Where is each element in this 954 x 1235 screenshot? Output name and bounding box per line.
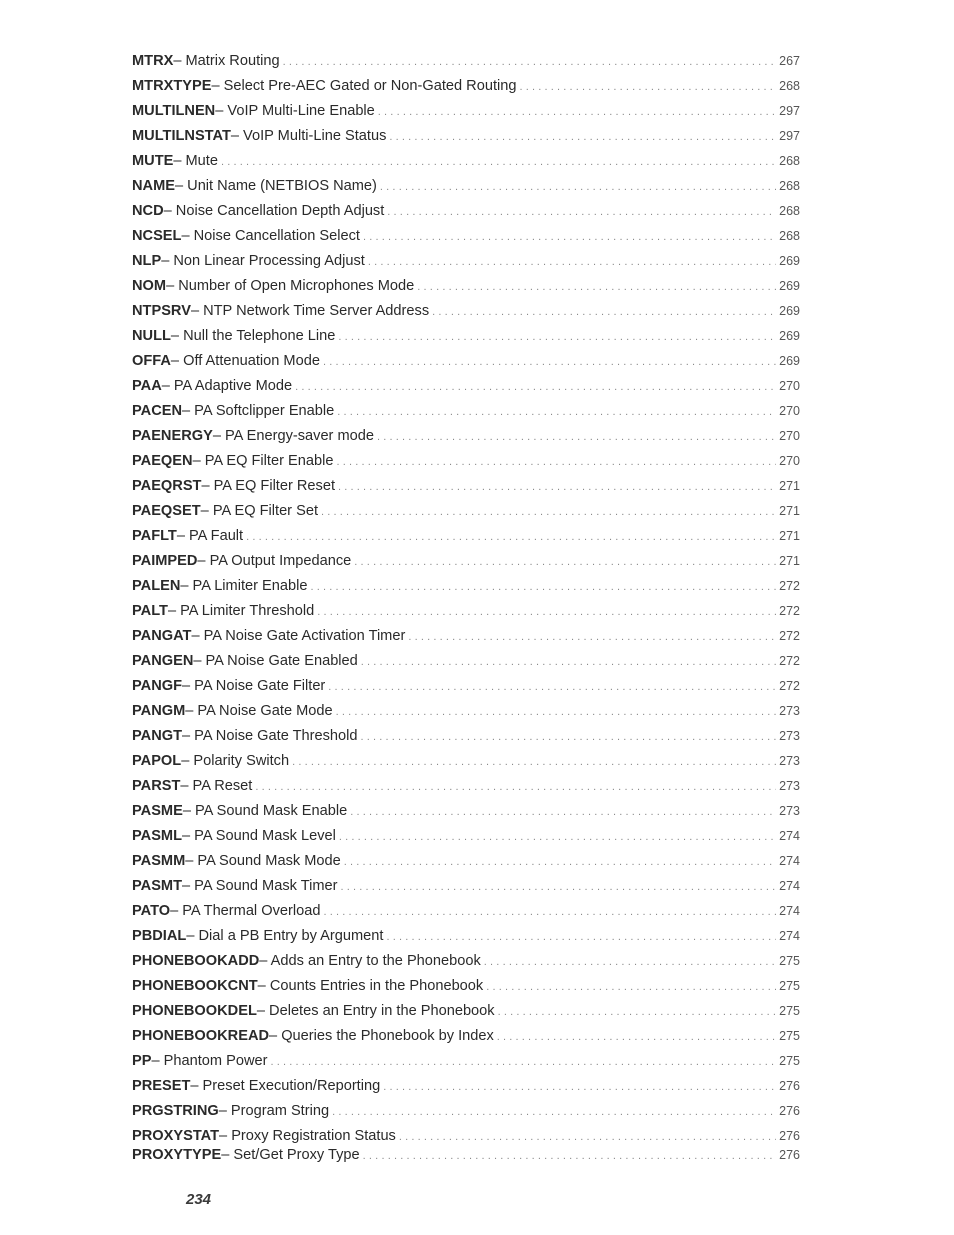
dot-leader	[408, 628, 776, 646]
index-entry[interactable]	[132, 77, 800, 102]
dot-leader	[292, 753, 776, 771]
command-name: PHONEBOOKADD	[132, 953, 260, 969]
dot-leader	[377, 428, 776, 446]
command-description: – Matrix Routing	[173, 53, 280, 69]
page-reference: 268	[779, 204, 800, 218]
dot-leader	[361, 653, 776, 671]
page-reference: 276	[779, 1079, 800, 1093]
command-description: – PA Reset	[180, 778, 253, 794]
dot-leader	[368, 253, 776, 271]
dot-leader	[417, 278, 776, 296]
command-name: PAEQSET	[132, 503, 201, 519]
command-name: PAFLT	[132, 528, 177, 544]
page-reference: 275	[779, 1004, 800, 1018]
command-name: PANGF	[132, 678, 182, 694]
index-entry[interactable]	[132, 1127, 800, 1146]
page-reference: 268	[779, 154, 800, 168]
command-name: PANGAT	[132, 628, 192, 644]
command-name: PRGSTRING	[132, 1103, 219, 1119]
dot-leader	[519, 78, 776, 96]
dot-leader	[332, 1103, 776, 1121]
index-entry[interactable]	[132, 877, 800, 902]
index-entry[interactable]	[132, 552, 800, 577]
command-name: PANGM	[132, 703, 186, 719]
page-reference: 267	[779, 54, 800, 68]
command-description: – Deletes an Entry in the Phonebook	[256, 1003, 495, 1019]
command-name: NULL	[132, 328, 171, 344]
dot-leader	[310, 578, 776, 596]
command-name: PAIMPED	[132, 553, 198, 569]
dot-leader	[255, 778, 776, 796]
index-entry[interactable]	[132, 502, 800, 527]
command-name: PHONEBOOKCNT	[132, 978, 258, 994]
command-name: PAENERGY	[132, 428, 213, 444]
dot-leader	[317, 603, 776, 621]
index-entry[interactable]	[132, 52, 800, 77]
index-entry[interactable]	[132, 1052, 800, 1077]
page-reference: 268	[779, 229, 800, 243]
index-entry[interactable]	[132, 377, 800, 402]
index-entry[interactable]	[132, 202, 800, 227]
index-entry[interactable]	[132, 927, 800, 952]
command-name: PASME	[132, 803, 183, 819]
index-entry[interactable]	[132, 102, 800, 127]
index-entry[interactable]	[132, 777, 800, 802]
index-entry[interactable]	[132, 902, 800, 927]
index-entry[interactable]	[132, 702, 800, 727]
index-entry[interactable]	[132, 477, 800, 502]
index-entry[interactable]	[132, 727, 800, 752]
command-description: – Select Pre-AEC Gated or Non-Gated Routing	[211, 78, 517, 94]
command-name: PACEN	[132, 403, 183, 419]
page-reference: 269	[779, 304, 800, 318]
index-entry[interactable]	[132, 1002, 800, 1027]
dot-leader	[338, 328, 776, 346]
command-name: PANGEN	[132, 653, 194, 669]
command-description: – Proxy Registration Status	[219, 1128, 396, 1144]
dot-leader	[387, 203, 776, 221]
index-entry[interactable]	[132, 677, 800, 702]
index-list	[132, 52, 800, 1171]
command-name: PAEQEN	[132, 453, 193, 469]
dot-leader	[323, 353, 776, 371]
page-reference: 275	[779, 954, 800, 968]
index-entry[interactable]	[132, 427, 800, 452]
page-reference: 276	[779, 1104, 800, 1118]
command-description: – VoIP Multi-Line Enable	[215, 103, 375, 119]
page-reference: 273	[779, 704, 800, 718]
page-reference: 272	[779, 679, 800, 693]
index-entry[interactable]	[132, 627, 800, 652]
dot-leader	[340, 878, 776, 896]
command-description: – Program String	[218, 1103, 330, 1119]
command-description: – PA EQ Filter Enable	[192, 453, 334, 469]
command-name: PP	[132, 1053, 152, 1069]
dot-leader	[399, 1128, 776, 1146]
index-entry[interactable]	[132, 302, 800, 327]
page-reference: 274	[779, 904, 800, 918]
command-description: – PA Fault	[176, 528, 244, 544]
page-reference: 297	[779, 104, 800, 118]
page-reference: 297	[779, 129, 800, 143]
command-name: MTRX	[132, 53, 174, 69]
page-reference: 272	[779, 579, 800, 593]
command-name: MULTILNEN	[132, 103, 216, 119]
dot-leader	[354, 553, 776, 571]
page-reference: 276	[779, 1148, 800, 1162]
command-description: – PA Noise Gate Mode	[185, 703, 333, 719]
command-name: PHONEBOOKDEL	[132, 1003, 257, 1019]
index-entry[interactable]	[132, 252, 800, 277]
command-description: – PA Sound Mask Mode	[185, 853, 341, 869]
dot-leader	[338, 478, 776, 496]
command-description: – PA Output Impedance	[197, 553, 352, 569]
page-reference: 273	[779, 729, 800, 743]
command-description: – Off Attenuation Mode	[170, 353, 320, 369]
command-description: – PA Sound Mask Timer	[182, 878, 338, 894]
page-reference: 274	[779, 879, 800, 893]
command-name: PAPOL	[132, 753, 182, 769]
command-name: MULTILNSTAT	[132, 128, 231, 144]
command-name: MTRXTYPE	[132, 78, 212, 94]
command-description: – Mute	[173, 153, 218, 169]
command-description: – PA Noise Gate Enabled	[193, 653, 358, 669]
page-reference: 274	[779, 829, 800, 843]
index-entry[interactable]	[132, 952, 800, 977]
command-description: – Counts Entries in the Phonebook	[257, 978, 484, 994]
command-name: MUTE	[132, 153, 174, 169]
command-description: – Phantom Power	[151, 1053, 268, 1069]
command-description: – PA Softclipper Enable	[182, 403, 335, 419]
page-reference: 273	[779, 754, 800, 768]
command-description: – Number of Open Microphones Mode	[166, 278, 415, 294]
command-name: PASMM	[132, 853, 186, 869]
command-description: – VoIP Multi-Line Status	[230, 128, 387, 144]
page-reference: 271	[779, 479, 800, 493]
command-description: – Non Linear Processing Adjust	[161, 253, 365, 269]
page-reference: 271	[779, 504, 800, 518]
command-name: PAEQRST	[132, 478, 202, 494]
dot-leader	[498, 1003, 777, 1021]
command-name: PASML	[132, 828, 182, 844]
command-name: NTPSRV	[132, 303, 191, 319]
dot-leader	[270, 1053, 776, 1071]
command-name: PALEN	[132, 578, 181, 594]
command-name: PALT	[132, 603, 168, 619]
index-entry[interactable]	[132, 1102, 800, 1127]
command-description: – PA Limiter Threshold	[167, 603, 315, 619]
command-description: – Noise Cancellation Depth Adjust	[163, 203, 385, 219]
command-name: PASMT	[132, 878, 182, 894]
page-reference: 268	[779, 79, 800, 93]
dot-leader	[283, 53, 777, 71]
page-reference: 272	[779, 604, 800, 618]
index-entry[interactable]	[132, 127, 800, 152]
command-name: PBDIAL	[132, 928, 187, 944]
page-reference: 272	[779, 629, 800, 643]
command-name: PARST	[132, 778, 181, 794]
command-description: – Set/Get Proxy Type	[221, 1147, 360, 1163]
page-reference: 268	[779, 179, 800, 193]
command-name: PROXYTYPE	[132, 1147, 222, 1163]
page-reference: 270	[779, 404, 800, 418]
command-name: PRESET	[132, 1078, 191, 1094]
command-name: PANGT	[132, 728, 182, 744]
command-description: – PA Noise Gate Filter	[182, 678, 326, 694]
page-reference: 274	[779, 854, 800, 868]
command-description: – Null the Telephone Line	[170, 328, 336, 344]
dot-leader	[350, 803, 776, 821]
command-name: NLP	[132, 253, 162, 269]
page-reference: 269	[779, 279, 800, 293]
command-name: OFFA	[132, 353, 171, 369]
dot-leader	[380, 178, 776, 196]
dot-leader	[378, 103, 776, 121]
dot-leader	[432, 303, 776, 321]
index-entry[interactable]	[132, 227, 800, 252]
command-description: – Unit Name (NETBIOS Name)	[174, 178, 377, 194]
command-name: NAME	[132, 178, 175, 194]
page-reference: 274	[779, 929, 800, 943]
dot-leader	[336, 703, 777, 721]
page-reference: 272	[779, 654, 800, 668]
page-reference: 269	[779, 254, 800, 268]
dot-leader	[339, 828, 776, 846]
index-entry[interactable]	[132, 852, 800, 877]
dot-leader	[386, 928, 776, 946]
dot-leader	[344, 853, 776, 871]
page-reference: 275	[779, 979, 800, 993]
page-reference: 270	[779, 454, 800, 468]
command-name: NCSEL	[132, 228, 182, 244]
command-description: – PA EQ Filter Set	[200, 503, 319, 519]
index-entry[interactable]	[132, 652, 800, 677]
dot-leader	[389, 128, 776, 146]
dot-leader	[484, 953, 776, 971]
dot-leader	[337, 403, 776, 421]
command-description: – PA Thermal Overload	[170, 903, 321, 919]
command-name: NCD	[132, 203, 164, 219]
command-description: – PA Sound Mask Enable	[182, 803, 348, 819]
dot-leader	[246, 528, 776, 546]
command-description: – Noise Cancellation Select	[181, 228, 360, 244]
index-entry[interactable]	[132, 827, 800, 852]
page-reference: 275	[779, 1054, 800, 1068]
command-description: – PA EQ Filter Reset	[201, 478, 336, 494]
command-description: – NTP Network Time Server Address	[190, 303, 430, 319]
command-name: PATO	[132, 903, 171, 919]
page-reference: 276	[779, 1129, 800, 1143]
index-entry[interactable]	[132, 752, 800, 777]
index-entry[interactable]	[132, 577, 800, 602]
dot-leader	[336, 453, 776, 471]
page-reference: 271	[779, 529, 800, 543]
dot-leader	[486, 978, 776, 996]
index-entry[interactable]	[132, 602, 800, 627]
command-name: NOM	[132, 278, 167, 294]
index-entry[interactable]	[132, 277, 800, 302]
index-entry[interactable]	[132, 1077, 800, 1102]
dot-leader	[321, 503, 776, 521]
index-entry[interactable]	[132, 152, 800, 177]
command-description: – Preset Execution/Reporting	[190, 1078, 381, 1094]
index-entry[interactable]	[132, 352, 800, 377]
index-entry[interactable]	[132, 1146, 800, 1171]
page-number: 234	[186, 1191, 212, 1208]
command-name: PROXYSTAT	[132, 1128, 220, 1144]
command-name: PHONEBOOKREAD	[132, 1028, 270, 1044]
page-reference: 269	[779, 329, 800, 343]
command-description: – Adds an Entry to the Phonebook	[259, 953, 481, 969]
index-entry[interactable]	[132, 177, 800, 202]
dot-leader	[497, 1028, 776, 1046]
command-description: – PA Limiter Enable	[180, 578, 308, 594]
dot-leader	[363, 228, 776, 246]
index-entry[interactable]	[132, 977, 800, 1002]
command-description: – PA Energy-saver mode	[212, 428, 374, 444]
page-reference: 273	[779, 804, 800, 818]
index-entry[interactable]	[132, 452, 800, 477]
index-entry[interactable]	[132, 1027, 800, 1052]
command-description: – Polarity Switch	[181, 753, 290, 769]
index-entry[interactable]	[132, 327, 800, 352]
index-entry[interactable]	[132, 402, 800, 427]
dot-leader	[383, 1078, 776, 1096]
command-description: – PA Noise Gate Activation Timer	[191, 628, 406, 644]
page-reference: 270	[779, 379, 800, 393]
dot-leader	[361, 728, 777, 746]
dot-leader	[363, 1147, 776, 1165]
dot-leader	[328, 678, 776, 696]
dot-leader	[295, 378, 776, 396]
page-reference: 269	[779, 354, 800, 368]
index-entry[interactable]	[132, 527, 800, 552]
command-name: PAA	[132, 378, 162, 394]
index-entry[interactable]	[132, 802, 800, 827]
command-description: – PA Adaptive Mode	[161, 378, 293, 394]
page-reference: 270	[779, 429, 800, 443]
page-reference: 275	[779, 1029, 800, 1043]
page-reference: 273	[779, 779, 800, 793]
dot-leader	[221, 153, 776, 171]
command-description: – Queries the Phonebook by Index	[269, 1028, 494, 1044]
command-description: – Dial a PB Entry by Argument	[186, 928, 384, 944]
command-description: – PA Sound Mask Level	[182, 828, 336, 844]
page-reference: 271	[779, 554, 800, 568]
dot-leader	[323, 903, 776, 921]
command-description: – PA Noise Gate Threshold	[182, 728, 358, 744]
